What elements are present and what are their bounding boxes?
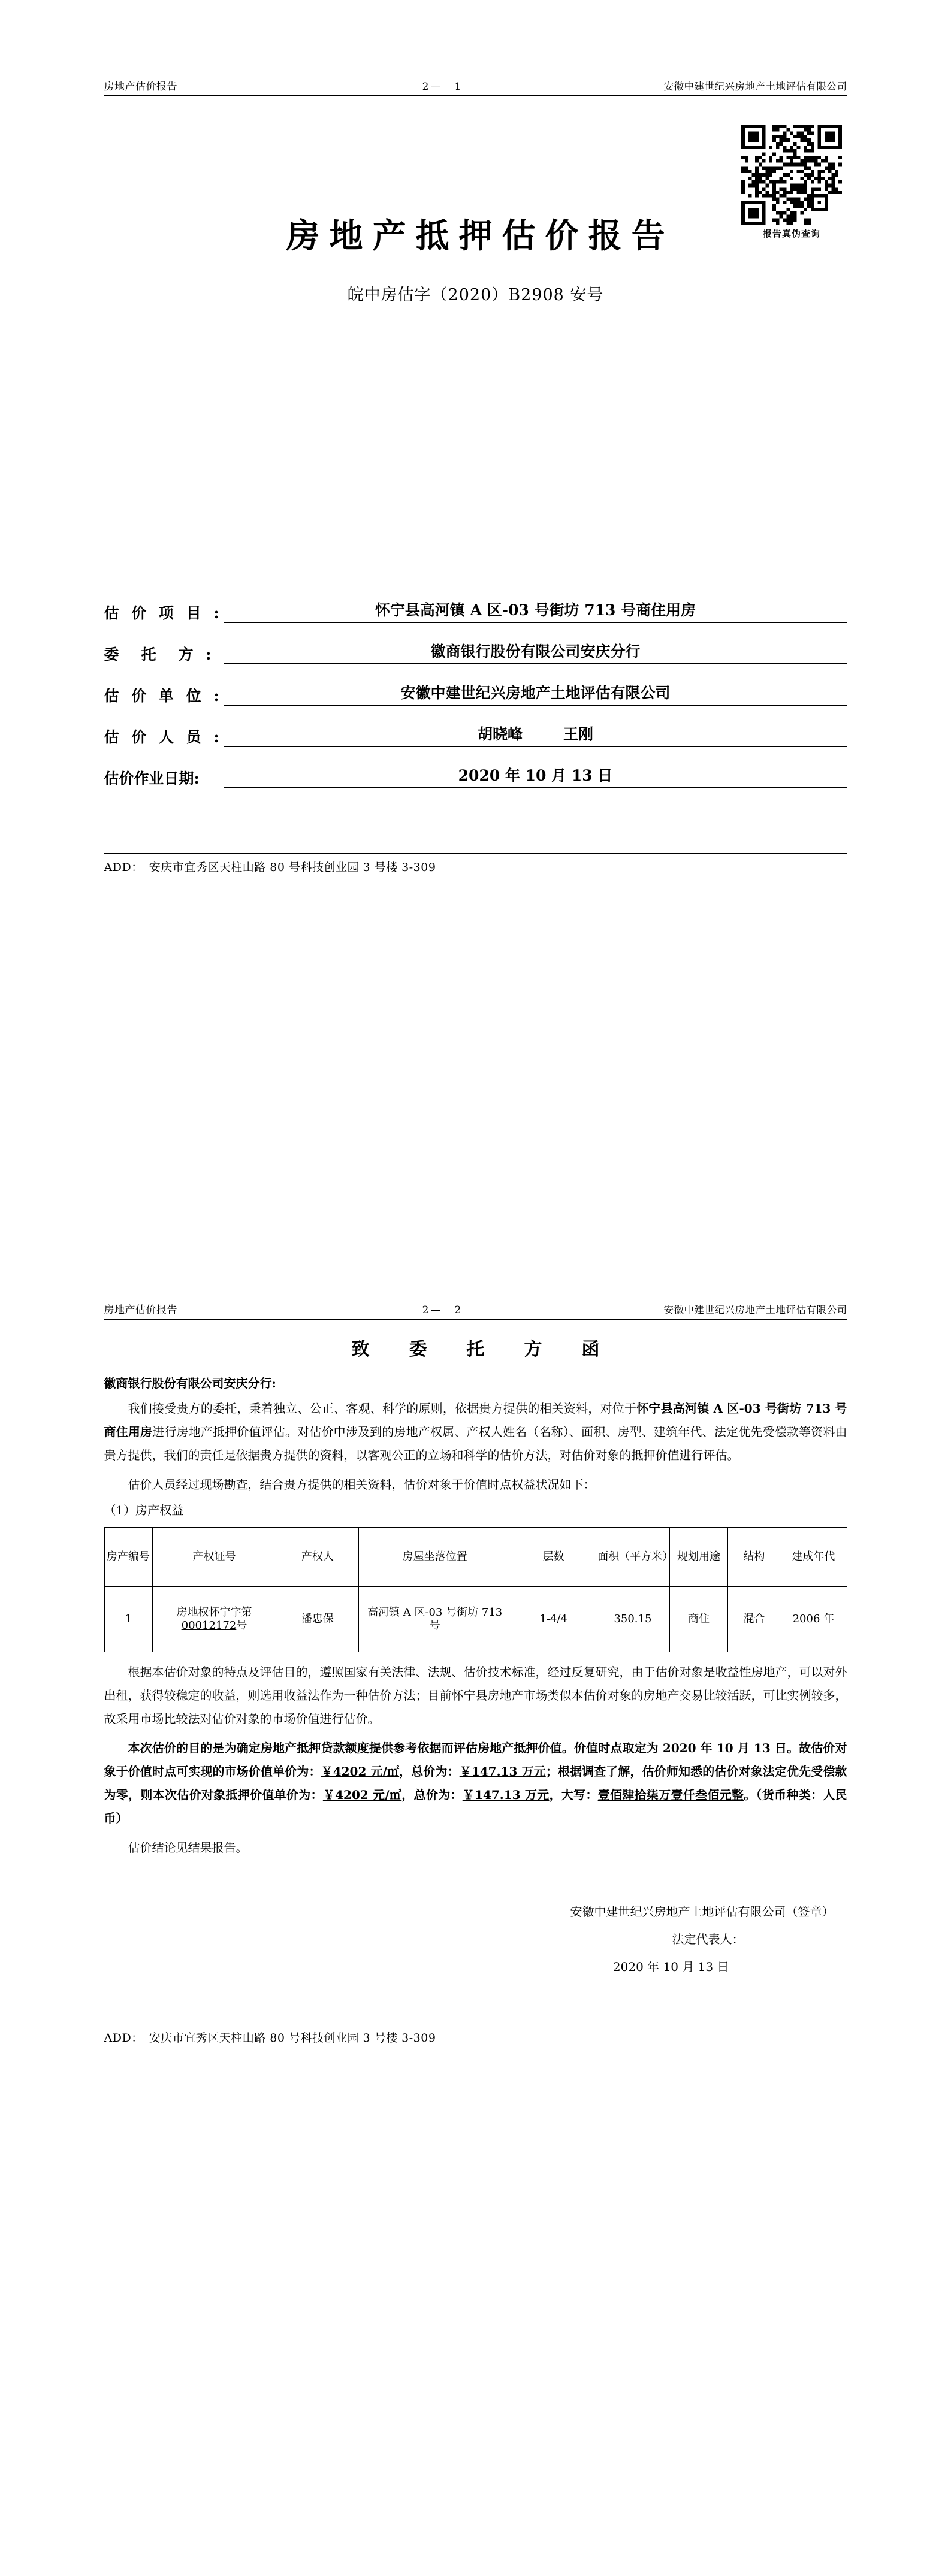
th-year-built: 建成年代 — [780, 1528, 847, 1587]
para1-part-a: 我们接受贵方的委托，秉着独立、公正、客观、科学的原则，依据贵方提供的相关资料，对位于 — [128, 1401, 637, 1416]
field-row-appraisers — [104, 722, 847, 747]
th-usage: 规划用途 — [669, 1528, 728, 1587]
para4-part-d: ，总价为： — [401, 1788, 463, 1802]
field-value-project[interactable]: 怀宁县高河镇 A 区-03 号街坊 713 号商住用房 — [224, 598, 847, 623]
field-label-project: 估 价 项 目 : — [104, 604, 223, 622]
cert-number-underlined: 00012172 — [181, 1619, 237, 1632]
running-header-page1 — [104, 78, 847, 93]
header-divider-page2 — [104, 1319, 847, 1320]
field-row-project — [104, 598, 847, 623]
th-structure: 结构 — [728, 1528, 780, 1587]
appraiser-name-1: 胡晓峰 — [477, 725, 523, 743]
cert-prefix: 房地权怀宁字第 — [176, 1606, 252, 1619]
cert-suffix: 号 — [236, 1619, 247, 1632]
para1-part-b: 进行房地产抵押价值评估。对估价中涉及到的房地产权属、产权人姓名（名称）、面积、房型、建筑年代、法定优先受偿款等资料由贵方提供，我们的责任是依据贵方提供的资料，以客观公正的立场和科学的估价方法，对估价对象的抵押价值进行评估。 — [104, 1425, 847, 1462]
field-label-client: 委 托 方 : — [104, 646, 215, 664]
footer-address-page2: ADD： 安庆市宜秀区天柱山路 80 号科技创业园 3 号楼 3-309 — [104, 2031, 436, 2045]
para4-unit-price-2: ￥4202 元/㎡ — [322, 1788, 402, 1802]
letter-paragraph-5: 估价结论见结果报告。 — [128, 1840, 248, 1855]
field-label-appraisal-date: 估价作业日期: — [104, 770, 200, 788]
cover-field-list — [104, 598, 847, 788]
letter-paragraph-1 — [104, 1397, 847, 1467]
th-cert-number: 产权证号 — [152, 1528, 276, 1587]
th-area: 面积（平方米） — [596, 1528, 669, 1587]
signature-legal-rep: 法定代表人： — [672, 1932, 744, 1946]
para4-part-b: ，总价为： — [399, 1764, 460, 1779]
field-value-client[interactable]: 徽商银行股份有限公司安庆分行 — [224, 640, 847, 664]
appraiser-name-2: 王刚 — [563, 725, 594, 743]
cell-location: 高河镇 A 区-03 号街坊 713 号 — [359, 1587, 511, 1652]
footer-address-page1: ADD： 安庆市宜秀区天柱山路 80 号科技创业园 3 号楼 3-309 — [104, 861, 436, 875]
para1-subject-bold: 怀宁县高河镇 A 区-03 号街坊 713 号商住用房 — [104, 1401, 847, 1439]
cover-page — [0, 78, 951, 875]
cell-property-no: 1 — [104, 1587, 152, 1652]
cell-area: 350.15 — [596, 1587, 669, 1652]
page-number-page1: 2— 1 — [422, 81, 463, 93]
letter-paragraph-2: 估价人员经过现场勘查，结合贵方提供的相关资料，估价对象于价值时点权益状况如下： — [128, 1477, 596, 1492]
field-label-appraisal-firm: 估 价 单 位 : — [104, 687, 223, 705]
letter-page — [0, 1301, 951, 2045]
para4-part-e: ，大写： — [549, 1788, 598, 1802]
para4-total-price-1: ￥147.13 万元 — [459, 1764, 546, 1779]
running-header-page2 — [104, 1301, 847, 1316]
signature-date: 2020 年 10 月 13 日 — [612, 1960, 729, 1974]
para4-part-c: ；根据调查了解，估价师知悉的估价对象法定优先受偿款为零，则本次估价对象抵押价值单价为： — [104, 1764, 847, 1802]
page-number-page2: 2— 2 — [422, 1304, 463, 1316]
cell-usage: 商住 — [669, 1587, 728, 1652]
th-owner: 产权人 — [276, 1528, 359, 1587]
field-value-appraisers[interactable] — [224, 722, 847, 747]
footer-page2 — [104, 2024, 847, 2045]
cell-floors: 1-4/4 — [511, 1587, 596, 1652]
para4-total-price-2: ￥147.13 万元 — [462, 1788, 550, 1802]
para4-unit-price-1: ￥4202 元/㎡ — [321, 1764, 400, 1779]
para4-amount-in-words: 壹佰肆拾柒万壹仟叁佰元整 — [597, 1788, 744, 1802]
field-value-appraisal-date[interactable]: 2020 年 10 月 13 日 — [224, 764, 847, 788]
qr-block — [736, 125, 847, 240]
page-title: 房地产抵押估价报告 — [286, 216, 675, 256]
running-header-left-page2: 房地产估价报告 — [104, 1304, 177, 1316]
footer-page1 — [104, 853, 847, 875]
letter-paragraph-4 — [104, 1737, 847, 1830]
letter-paragraph-3: 根据本估价对象的特点及评估目的，遵照国家有关法律、法规、估价技术标准，经过反复研究，由于估价对象是收益性房地产，可以对外出租，获得较稳定的收益，则选用收益法作为一种估价方法；目前怀宁县房地产市场类似本估价对象的房地产交易比较活跃，可比实例较多，故采用市场比较法对估价对象的市场价值进行估价。 — [104, 1665, 847, 1726]
field-label-appraisers: 估 价 人 员 : — [104, 728, 223, 746]
qr-code-icon[interactable] — [741, 125, 842, 225]
cell-cert-number — [152, 1587, 276, 1652]
letter-title: 致 委 托 方 函 — [351, 1339, 611, 1360]
th-location: 房屋坐落位置 — [359, 1528, 511, 1587]
running-header-left-page1: 房地产估价报告 — [104, 81, 177, 93]
para4-part-f: 。（货币种类：人民币） — [104, 1788, 847, 1825]
cell-year-built: 2006 年 — [780, 1587, 847, 1652]
cell-structure: 混合 — [728, 1587, 780, 1652]
signature-block — [104, 1898, 847, 1981]
field-row-appraisal-date — [104, 764, 847, 788]
document-number: 皖中房估字（2020）B2908 安号 — [347, 286, 604, 305]
field-value-appraisal-firm[interactable]: 安徽中建世纪兴房地产土地评估有限公司 — [224, 681, 847, 706]
qr-caption: 报告真伪查询 — [762, 228, 820, 239]
letter-salutation: 徽商银行股份有限公司安庆分行: — [104, 1376, 276, 1390]
th-floors: 层数 — [511, 1528, 596, 1587]
running-header-right-page2: 安徽中建世纪兴房地产土地评估有限公司 — [663, 1304, 847, 1316]
cell-owner: 潘忠保 — [276, 1587, 359, 1652]
table-row — [104, 1587, 847, 1652]
para4-part-a: 本次估价的目的是为确定房地产抵押贷款额度提供参考依据而评估房地产抵押价值。价值时点取定为 2020 年 10 月 13 日。故估价对象于价值时点可实现的市场价值单价为： — [104, 1741, 847, 1779]
property-rights-table — [104, 1527, 847, 1652]
section-heading-property-rights: （1）房产权益 — [104, 1503, 184, 1517]
field-row-appraisal-firm — [104, 681, 847, 706]
signature-company: 安徽中建世纪兴房地产土地评估有限公司（签章） — [570, 1904, 834, 1919]
table-header-row — [104, 1528, 847, 1587]
header-divider-page1 — [104, 95, 847, 96]
th-property-no: 房产编号 — [104, 1528, 152, 1587]
running-header-right-page1: 安徽中建世纪兴房地产土地评估有限公司 — [663, 81, 847, 92]
field-row-client — [104, 640, 847, 664]
